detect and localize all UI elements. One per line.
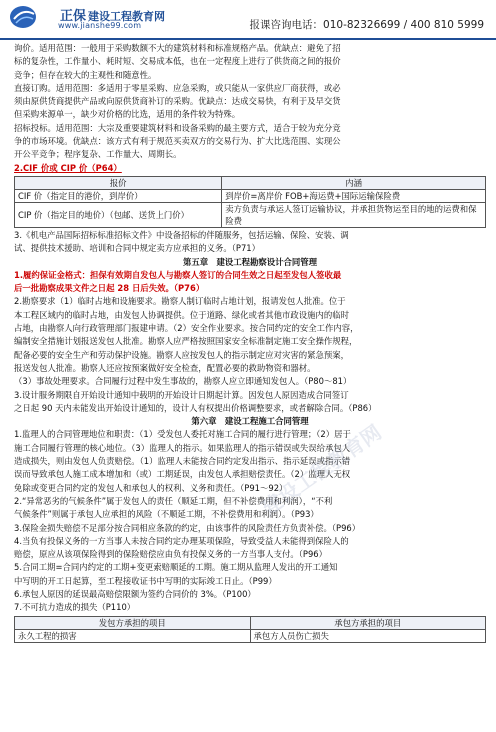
text-line: 施工合同履行管理的核心地位。（3）监理人的指示。如果监理人的指示错误或失误给承包人 — [14, 442, 351, 453]
price-table — [14, 176, 486, 228]
table-header: 发包方承担的项目 — [15, 616, 251, 629]
force-majeure-table — [14, 616, 486, 643]
text-line: 气候条件”则属于承包人应承担的风险（不顺延工期，不补偿费用和利润）。（P93） — [14, 509, 319, 520]
text-line: （3）事故处理要求。合同履行过程中发生事故的，勘察人应立即通知发包人。（P80～81） — [14, 376, 352, 387]
page-header — [0, 0, 496, 40]
text-line: 直接订购。适用范围：多适用于零星采购、应急采购，或只能从一家供应厂商获得，或必 — [14, 82, 341, 93]
text-line: 3.设计服务期限自开始设计通知中载明的开始设计日期起计算。因发包人原因造成合同签订 — [14, 389, 349, 400]
table-cell: CIF 价（指定目的港价，到岸价） — [15, 189, 222, 202]
table-row — [15, 202, 486, 227]
table-header: 报价 — [15, 176, 222, 189]
table-header: 内涵 — [222, 176, 486, 189]
table-cell: 卖方负责与承运人签订运输协议，并承担货物运至目的地的运费和保险费 — [222, 202, 486, 227]
text-line: 3.保险金损失赔偿不足部分按合同相应条款的约定，由该事件的风险责任方负责补偿。（P96） — [14, 522, 361, 533]
zhengbao-logo-icon — [8, 4, 64, 30]
text-line: 争的市场环境。优缺点：该方式有利于规范买卖双方的交易行为、扩大比选范围、实现公 — [14, 136, 341, 147]
document-body — [14, 42, 486, 644]
text-line: 但采购来源单一，缺少对价格的比选，适用的条件较为特殊。 — [14, 109, 241, 120]
text-line: 须由原供货商提供产品或向原供货商补订的采购。优缺点：达成交易快，有利于及早交货 — [14, 96, 341, 107]
hotline-text: 报课咨询电话：010-82326699 / 400 810 5999 — [249, 19, 484, 31]
site-url[interactable]: www.jianshe99.com — [58, 21, 142, 30]
table-row — [15, 189, 486, 202]
text-line: 3.《机电产品国际招标标准招标文件》中设备招标的伴随服务，包括运输、保险、安装、调 — [14, 229, 349, 240]
text-line: 6.承包人原因的延误最高赔偿限额为签约合同价的 3%。（P100） — [14, 588, 256, 599]
text-line: 试、提供技术援助、培训和合同中规定卖方应承担的义务。（P71） — [14, 243, 261, 254]
text-line: 1.监理人的合同管理地位和职责：（1）受发包人委托对施工合同的履行进行管理；（2）居于 — [14, 429, 351, 440]
table-cell: 永久工程的损害 — [15, 629, 251, 642]
text-line: 免除或变更合同约定的发包人和承包人的权利、义务和责任。（P91～92） — [14, 482, 288, 493]
text-line: 编制安全措施计划报送发包人批准。勘察人应严格按照国家安全标准制定施工安全操作规程， — [14, 336, 358, 347]
watermark: 建设工程教育网 — [257, 420, 386, 520]
text-line: 占地，由勘察人向行政管理部门报建申请。（2）安全作业要求。按合同约定的安全工作内容， — [14, 323, 359, 334]
chapter-title: 第五章 建设工程勘察设计合同管理 — [183, 256, 317, 267]
text-line: 1.履约保证金格式：担保有效期自发包人与勘察人签订的合同生效之日起至发包人签收最 — [14, 269, 342, 280]
section-heading: 2.CIF 价或 CIP 价（P64） — [14, 162, 122, 173]
text-line: 2.“异常恶劣的气候条件”属于发包人的责任（顺延工期，但不补偿费用和利润），“不利 — [14, 495, 333, 506]
text-line: 竞争；但存在较大的主观性和随意性。 — [14, 69, 157, 80]
text-line: 误而导致承包人施工成本增加和（或）工期延误，由发包人承担赔偿责任。（2）监理人无权 — [14, 469, 351, 480]
site-brand: 正保 建设工程教育网 — [60, 9, 166, 24]
text-line: 赔偿，原应从该项保险得到的保险赔偿应由负有投保义务的一方当事人支付。（P96） — [14, 549, 328, 560]
text-line: 报送发包人批准。勘察人还应按预案做好安全检查，配置必要的救助物资和器材。 — [14, 362, 316, 373]
text-line: 5.合同工期=合同内约定的工期+变更索赔顺延的工期。施工期从监理人发出的开工通知 — [14, 562, 338, 573]
text-line: 之日起 90 天内未能发出开始设计通知的，设计人有权提出价格调整要求，或者解除合同。（P86） — [14, 402, 377, 413]
text-line: 造成损失，则由发包人负责赔偿。（1）监理人未能按合同约定发出指示、指示延误或指示错 — [14, 456, 351, 467]
text-line: 招标投标。适用范围：大宗及重要建筑材料和设备采购的最主要方式，适合于较为充分竞 — [14, 122, 341, 133]
text-line: 标的复杂性，工作量小、耗时短、交易成本低，也在一定程度上进行了供货商之间的报价 — [14, 56, 341, 67]
text-line: 本工程区域内的临时占地，由发包人协调提供。位于道路、绿化或者其他市政设施内的临时 — [14, 309, 349, 320]
table-header: 承包方承担的项目 — [250, 616, 486, 629]
table-row — [15, 629, 486, 642]
table-cell: 到岸价=离岸价 FOB+海运费+国际运输保险费 — [222, 189, 486, 202]
text-line: 开公平竞争；程序复杂、工作量大、周期长。 — [14, 149, 182, 160]
text-line: 中写明的开工日起算，至工程接收证书中写明的实际竣工日止。（P99） — [14, 575, 277, 586]
table-cell: CIP 价（指定目的地价）（包邮、送货上门价） — [15, 202, 222, 227]
text-line: 7.不可抗力造成的损失（P110） — [14, 602, 136, 613]
text-line: 询价。适用范围：一般用于采购数额不大的建筑材料和标准规格产品。优缺点：避免了招 — [14, 43, 341, 53]
table-cell: 承包方人员伤亡损失 — [250, 629, 486, 642]
text-line: 4.当负有投保义务的一方当事人未按合同约定办理某项保险，导致受益人未能得到保险人的 — [14, 535, 349, 546]
chapter-title: 第六章 建设工程施工合同管理 — [191, 416, 309, 427]
text-line: 2.勘察要求（1）临时占地和设施要求。勘察人制订临时占地计划，报请发包人批准。位于 — [14, 296, 346, 307]
text-line: 后一批勘察成果文件之日起 28 日后失效。（P76） — [14, 283, 205, 294]
text-line: 配备必要的安全生产和劳动保护设施。勘察人应按发包人的指示制定应对灾害的紧急预案， — [14, 349, 349, 360]
